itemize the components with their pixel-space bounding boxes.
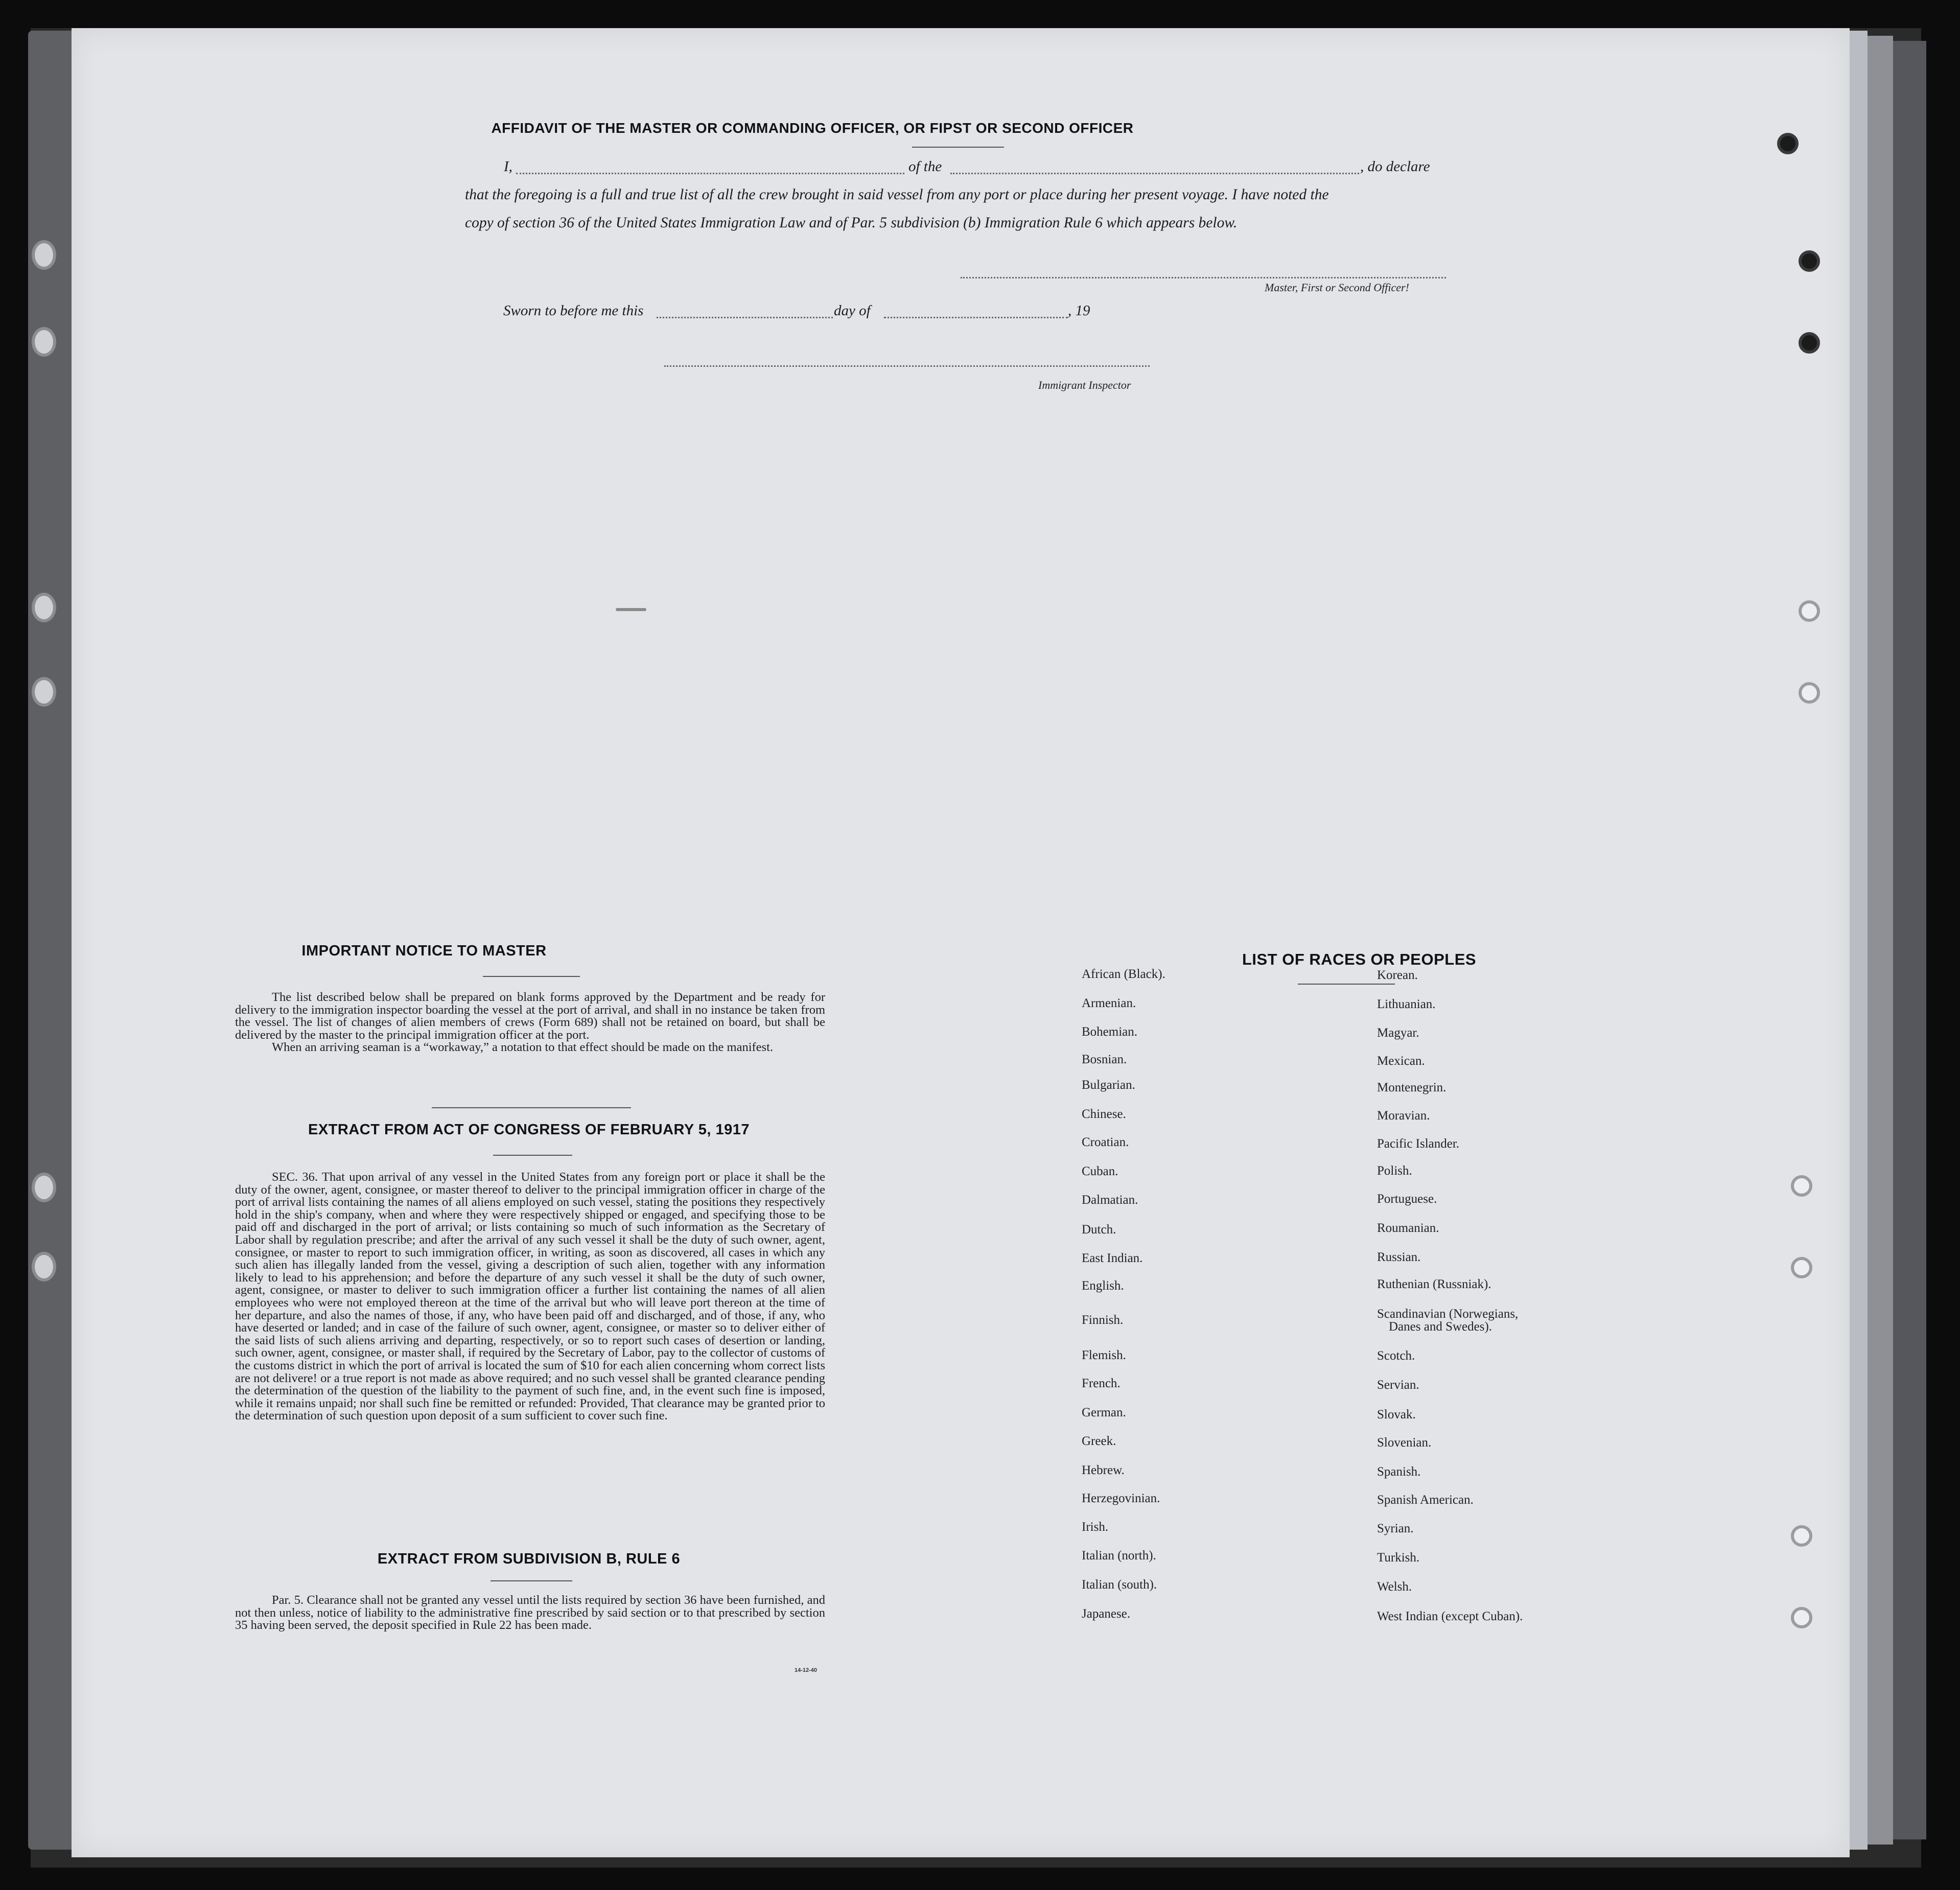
race-item: Hebrew.	[1082, 1463, 1125, 1477]
form-number: 14-12-40	[795, 1667, 818, 1673]
races-rule	[1298, 984, 1395, 985]
vessel-field[interactable]	[950, 173, 1359, 174]
race-item: Polish.	[1377, 1164, 1412, 1178]
rule-rule	[491, 1580, 572, 1581]
race-item: Italian (north).	[1082, 1549, 1156, 1562]
sworn-day-field[interactable]	[657, 317, 833, 318]
race-item: Syrian.	[1377, 1522, 1414, 1535]
inspector-caption: Immigrant Inspector	[1038, 379, 1131, 391]
affidavit-title: AFFIDAVIT OF THE MASTER OR COMMANDING OFFICER, OR FIPST OR SECOND OFFICER	[491, 120, 1134, 136]
affidavit-line1-prefix: I,	[504, 158, 512, 175]
page-edge-back	[1891, 41, 1926, 1839]
binder-hole	[32, 677, 56, 707]
race-item: Slovak.	[1377, 1408, 1416, 1421]
notice-paragraph: The list described below shall be prepared on blank forms approved by the Department and be ready for delivery to the immigration inspector boarding the vessel at the port of arrival, and shall in no instance be taken from the vessel. The list of changes of alien members of crews (Form 689) shall not be retained on board, but shall be delivered by the master to the principal immigration officer at the port.	[235, 990, 825, 1042]
race-item: Servian.	[1377, 1378, 1419, 1392]
race-item: Bosnian.	[1082, 1053, 1127, 1066]
title-rule	[912, 147, 1004, 148]
officer-signature-field[interactable]	[961, 277, 1446, 278]
race-item: Scandinavian (Norwegians,	[1377, 1307, 1519, 1321]
notice-rule	[483, 976, 580, 977]
race-item: Herzegovinian.	[1082, 1491, 1160, 1505]
rule-extract-title: EXTRACT FROM SUBDIVISION B, RULE 6	[377, 1551, 681, 1567]
race-item: Russian.	[1377, 1250, 1421, 1264]
race-item: Japanese.	[1082, 1607, 1131, 1621]
rule-extract-text	[235, 1594, 825, 1632]
race-item: Irish.	[1082, 1520, 1109, 1534]
sworn-year: , 19	[1068, 302, 1090, 319]
race-item: Flemish.	[1082, 1348, 1126, 1362]
race-item: West Indian (except Cuban).	[1377, 1609, 1523, 1623]
race-item: Roumanian.	[1377, 1221, 1439, 1235]
race-item: Bulgarian.	[1082, 1078, 1135, 1092]
binder-hole	[32, 1173, 56, 1202]
race-item: Spanish American.	[1377, 1493, 1474, 1507]
sworn-day-label: day of	[834, 302, 871, 319]
act-rule	[493, 1155, 572, 1156]
punch-hole	[1791, 1175, 1812, 1197]
race-item: Korean.	[1377, 968, 1418, 982]
affidavit-line1-mid: of the	[908, 158, 942, 175]
race-item: Welsh.	[1377, 1580, 1412, 1594]
race-item: Portuguese.	[1377, 1192, 1437, 1206]
race-item: Turkish.	[1377, 1551, 1420, 1565]
race-item: Chinese.	[1082, 1107, 1126, 1121]
name-field[interactable]	[516, 173, 904, 174]
inspector-signature-field[interactable]	[664, 365, 1150, 367]
race-item: Greek.	[1082, 1434, 1116, 1448]
punch-hole	[1799, 250, 1820, 272]
race-item: Italian (south).	[1082, 1578, 1157, 1592]
affidavit-line2: that the foregoing is a full and true list of all the crew brought in said vessel from any port or place during her present voyage. I have noted the	[465, 186, 1329, 203]
race-item: Magyar.	[1377, 1026, 1419, 1040]
punch-hole	[1791, 1525, 1812, 1547]
form-page	[72, 28, 1850, 1857]
race-item: African (Black).	[1082, 967, 1165, 981]
punch-hole	[1799, 332, 1820, 354]
race-item: Mexican.	[1377, 1054, 1425, 1068]
binder-hole	[32, 240, 56, 270]
punch-hole	[1799, 600, 1820, 622]
race-item: Moravian.	[1377, 1109, 1430, 1123]
race-item: Bohemian.	[1082, 1025, 1138, 1039]
par-5-paragraph: Par. 5. Clearance shall not be granted any vessel until the lists required by section 36 have been furnished, and not then unless, notice of liability to the administrative fine prescribed by said section or to that prescribed by section 35 having been served, the deposit specified in Rule 22 has been made.	[235, 1593, 825, 1632]
race-item: East Indian.	[1082, 1251, 1143, 1265]
race-item: Pacific Islander.	[1377, 1137, 1460, 1151]
race-item: Montenegrin.	[1377, 1081, 1446, 1094]
sworn-month-field[interactable]	[884, 317, 1068, 318]
race-item: Ruthenian (Russniak).	[1377, 1277, 1491, 1291]
notice-text	[235, 991, 825, 1054]
race-item: Scotch.	[1377, 1349, 1415, 1363]
notice-title: IMPORTANT NOTICE TO MASTER	[301, 943, 547, 959]
race-item: Lithuanian.	[1377, 997, 1436, 1011]
act-extract-text	[235, 1171, 825, 1422]
punch-hole	[1777, 133, 1799, 154]
race-item: French.	[1082, 1376, 1121, 1390]
section-rule	[432, 1107, 631, 1108]
race-item: Armenian.	[1082, 996, 1136, 1010]
race-item: Croatian.	[1082, 1135, 1129, 1149]
affidavit-line3: copy of section 36 of the United States Immigration Law and of Par. 5 subdivision (b) Immigration Rule 6 which appears below.	[465, 215, 1238, 231]
affidavit-line1-suffix: , do declare	[1360, 158, 1430, 175]
binder-hole	[32, 1252, 56, 1281]
binder-hole	[32, 593, 56, 622]
ink-mark	[616, 608, 646, 611]
signature-caption: Master, First or Second Officer!	[1265, 281, 1409, 294]
binder-hole	[32, 327, 56, 357]
race-item: Danes and Swedes).	[1389, 1320, 1492, 1334]
race-item: Finnish.	[1082, 1313, 1124, 1327]
race-item: German.	[1082, 1406, 1126, 1419]
act-extract-title: EXTRACT FROM ACT OF CONGRESS OF FEBRUARY 5, 1917	[308, 1122, 750, 1138]
races-title: LIST OF RACES OR PEOPLES	[1242, 950, 1477, 968]
notice-paragraph: When an arriving seaman is a “workaway,” a notation to that effect should be made on the manifest.	[272, 1040, 774, 1055]
page-edge-middle	[1865, 36, 1893, 1845]
race-item: Cuban.	[1082, 1164, 1118, 1178]
race-item: Slovenian.	[1377, 1436, 1432, 1450]
race-item: Dutch.	[1082, 1223, 1116, 1236]
punch-hole	[1791, 1257, 1812, 1278]
race-item: Dalmatian.	[1082, 1193, 1138, 1207]
race-item: English.	[1082, 1279, 1124, 1293]
punch-hole	[1799, 682, 1820, 704]
sworn-prefix: Sworn to before me this	[503, 302, 644, 319]
binder-strip	[28, 31, 77, 1850]
section-36-paragraph: SEC. 36. That upon arrival of any vessel in the United States from any foreign port or place it shall be the duty of the owner, agent, consignee, or master thereof to deliver to the principal immigration officer in charge of the port of arrival lists containing the names of all aliens employed on such vessel, stating the positions they respectively hold in the ship's company, when and where they were respectively shipped or engaged, and specifying those to be paid off and discharged in the port of arrival; or lists containing so much of such information as the Secretary of Labor shall by regulation prescribe; and after the arrival of any such vessel it shall be the duty of such owner, agent, consignee, or master to report to such immigration officer, in writing, as soon as discovered, all cases in which any such alien has illegally landed from the vessel, giving a description of such alien, together with any information likely to lead to his apprehension; and before the departure of any such vessel it shall be the duty of such owner, agent, consignee, or master to deliver to such immigration officer a further list containing the names of all alien employees who were not employed thereon at the time of the arrival but who will leave port thereon at the time of her departure, and also the names of those, if any, who have been paid off and discharged, and of those, if any, who have deserted or landed; and in case of the failure of such owner, agent, consignee, or master so to deliver either of the said lists of such aliens arriving and departing, respectively, or so to report such cases of desertion or landing, such owner, agent, consignee, or master shall, if required by the Secretary of Labor, pay to the collector of customs of the customs district in which the port of arrival is located the sum of $10 for each alien concerning whom correct lists are not delivere! or a true report is not made as above required; and no such vessel shall be granted clearance pending the determination of the question of the liability to the payment of such fine, and, in the event such fine is imposed, while it remains unpaid; nor shall such fine be remitted or refunded: Provided, That clearance may be granted prior to the determination of such question upon deposit of a sum sufficient to cover such fine.	[235, 1170, 825, 1423]
race-item: Spanish.	[1377, 1465, 1421, 1479]
punch-hole	[1791, 1607, 1812, 1628]
